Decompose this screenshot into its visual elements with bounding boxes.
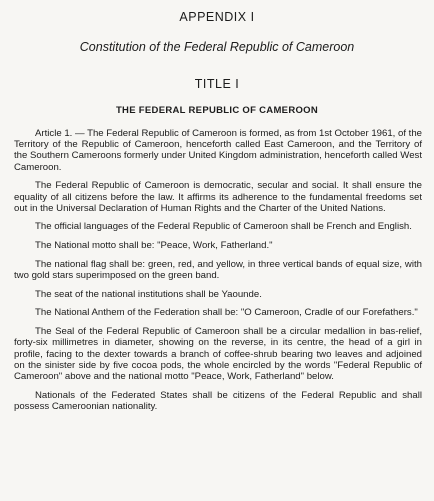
paragraph-anthem: The National Anthem of the Federation shall be: "O Cameroon, Cradle of our Forefathers." [35,307,418,319]
paragraph-article-1: Article 1. — The Federal Republic of Cameroon is formed, as from 1st October 1961, of the Territory of the Republic of Cameroon, henceforth called East Cameroon, and the Territory of the Southern Cameroons formerly under United Kingdom administration, henceforth called West Cameroon. [14,128,422,173]
paragraph-motto: The National motto shall be: "Peace, Work, Fatherland." [35,240,273,252]
paragraph-seat: The seat of the national institutions shall be Yaounde. [35,288,262,300]
paragraph-flag: The national flag shall be: green, red, and yellow, in three vertical bands of equal size, with two gold stars superimposed on the green band. [14,258,422,282]
paragraph-seal: The Seal of the Federal Republic of Cameroon shall be a circular medallion in bas-relief, forty-six millimetres in diameter, showing on the reverse, in its centre, the head of a girl in profile, facing to the dexter towards a branch of coffee-shrub bearing two leaves and adjoined on the sinister side by five cocoa pods, the whole encircled by the words "Federal Republic of Cameroon" above and the national motto "Peace, Work, Fatherland" below. [14,326,422,382]
appendix-heading: APPENDIX I [179,10,255,24]
title-heading: TITLE I [194,77,240,91]
section-heading: THE FEDERAL REPUBLIC OF CAMEROON [115,105,319,116]
paragraph-languages: The official languages of the Federal Republic of Cameroon shall be French and English. [35,221,412,233]
paragraph-character: The Federal Republic of Cameroon is democratic, secular and social. It shall ensure the equality of all citizens before the law. It affirms its adherence to the fundamental freedoms set out in the Universal Declaration of Human Rights and the Charter of the United Nations. [14,180,422,214]
document-body [14,128,422,420]
document-subtitle: Constitution of the Federal Republic of Cameroon [79,40,355,54]
paragraph-nationality: Nationals of the Federated States shall be citizens of the Federal Republic and shall possess Cameroonian nationality. [14,389,422,412]
